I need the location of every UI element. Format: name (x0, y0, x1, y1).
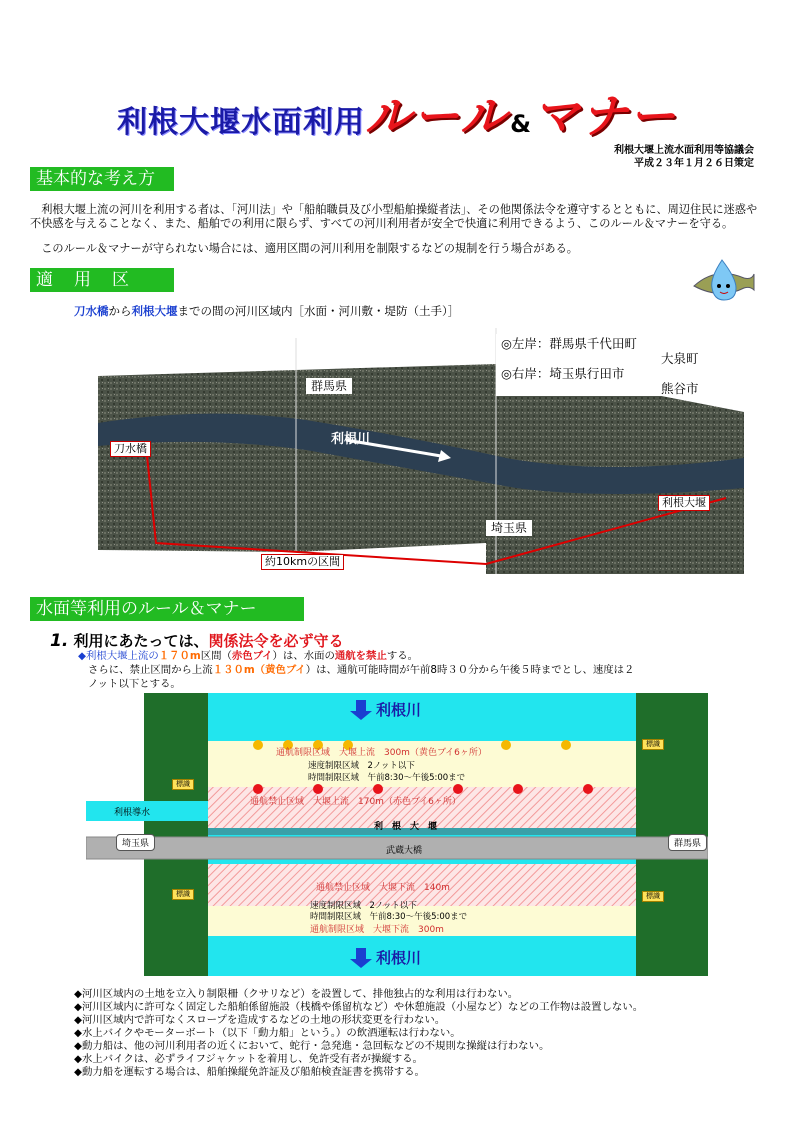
title-main: 利根大堰水面利用 (116, 105, 365, 140)
rules-bullet-list (74, 988, 643, 1079)
section-heading-basic: 基本的な考え方 (30, 167, 174, 191)
diagram-canal: 利根導水 (114, 808, 151, 818)
line1-d: 赤色ブイ (231, 650, 273, 662)
range-end: 利根大堰 (131, 304, 178, 318)
diagram-river-top: 利根川 (376, 701, 422, 719)
aerial-map (86, 328, 744, 574)
down-zone: 通航制限区域 大堰下流 300m (310, 925, 444, 935)
list-item: ◆河川区域内に許可なく固定した船舶係留施設（桟橋や係留杭など）や休憩施設（小屋など）などの工作物は設置しない。 (74, 1001, 644, 1013)
line1-g: する。 (386, 650, 419, 662)
organization-name: 利根大堰上流水面利用等協議会 (614, 145, 754, 156)
up-speed: 速度制限区域 2ノット以下 (308, 761, 415, 771)
sign-tag-2: 標識 (642, 739, 664, 750)
basic-paragraph-2: このルール＆マナーが守られない場合には、適用区間の河川利用を制限するなどの規制を行う場合がある。 (30, 242, 578, 255)
list-item: ◆動力船を運転する場合は、船舶操縦免許証及び船舶検査証書を携帯する。 (74, 1066, 425, 1078)
diagram-saitama: 埼玉県 (116, 834, 155, 851)
weir-zone-diagram (86, 693, 708, 976)
list-item: ◆水上バイクは、必ずライフジャケットを着用し、免許受有者が操縦する。 (74, 1053, 423, 1065)
up-time: 時間制限区域 午前8:30～午後5:00まで (308, 773, 466, 783)
section-heading-rules: 水面等利用のルール＆マナー (30, 597, 304, 621)
list-item: ◆河川区域内の土地を立入り制限柵（クサリなど）を設置して、排他独占的な利用は行わない。 (74, 988, 519, 1000)
up-zone-limit: 通航制限区域 大堰上流 300m（黄色ブイ6ヶ所） (276, 748, 487, 758)
bank-legend (496, 334, 746, 396)
map-distance: 約10kmの区間 (261, 554, 344, 570)
right-bank-2: 熊谷市 (661, 381, 699, 396)
diagram-bridge: 武蔵大橋 (386, 846, 423, 856)
sign-tag-3: 標識 (172, 889, 194, 900)
title-rule: ルール (364, 89, 509, 143)
rule1-line1 (78, 650, 418, 663)
section-heading-range: 適 用 区 間 (30, 268, 174, 292)
rule1-line2 (88, 664, 634, 677)
rule1-number: 1. (50, 631, 69, 651)
line1-f: 通航を禁止 (334, 650, 387, 662)
title-amp: & (510, 110, 532, 138)
map-bridge: 刀水橋 (110, 441, 151, 457)
map-river: 利根川 (331, 432, 371, 447)
rule1-title (50, 630, 344, 651)
title-manner: マナー (533, 89, 678, 143)
line2-b: １３０m（黄色ブイ (212, 664, 306, 676)
up-ban: 通航禁止区域 大堰上流 170m（赤色ブイ6ヶ所） (250, 797, 461, 807)
right-bank: ◎右岸：埼玉県行田市 (501, 366, 625, 381)
map-weir: 利根大堰 (658, 495, 710, 511)
map-gunma: 群馬県 (306, 378, 352, 394)
line1-b: １７０m (158, 650, 201, 662)
down-speed: 速度制限区域 2ノット以下 (310, 901, 417, 911)
sign-tag-4: 標識 (642, 891, 664, 902)
diagram-weir: 利 根 大 堰 (374, 822, 438, 832)
left-bank-2: 大泉町 (661, 351, 699, 366)
down-ban: 通航禁止区域 大堰下流 140m (316, 883, 450, 893)
line1-c: 区間（ (200, 650, 232, 662)
diagram-gunma: 群馬県 (668, 834, 707, 851)
sign-tag-1: 標識 (172, 779, 194, 790)
line1-e: ）は、水面の (272, 650, 335, 662)
rule1-title-b: 関係法令を必ず守る (208, 632, 344, 650)
mascot-fish-drop-icon (686, 256, 756, 304)
down-time: 時間制限区域 午前8:30～午後5:00まで (310, 912, 468, 922)
page-title (0, 80, 794, 146)
rule1-line3: ノット以下とする。 (88, 678, 181, 690)
range-description (74, 303, 459, 319)
range-from: から (108, 304, 132, 318)
list-item: ◆水上バイクやモーターボート（以下「動力船」という。）の飲酒運転は行わない。 (74, 1027, 461, 1039)
diagram-river-bottom: 利根川 (376, 949, 422, 967)
list-item: ◆河川区域内で許可なくスロープを造成するなどの土地の形状変更を行わない。 (74, 1014, 446, 1026)
rule1-title-a: 利用にあたっては、 (73, 632, 209, 650)
line1-a: ◆利根大堰上流の (78, 650, 159, 662)
line2-c: ）は、通航可能時間が午前8時３０分から午後５時までとし、速度は２ (305, 664, 635, 676)
line2-a: さらに、禁止区間から上流 (88, 664, 213, 676)
left-bank: ◎左岸：群馬県千代田町 (501, 336, 637, 351)
map-saitama: 埼玉県 (486, 520, 532, 536)
list-item: ◆動力船は、他の河川利用者の近くにおいて、蛇行・急発進・急回転などの不規則な操縦は行わない。 (74, 1040, 550, 1052)
organization-date: 平成２３年１月２６日策定 (634, 158, 754, 169)
range-rest: までの間の河川区域内［水面・河川敷・堤防（土手）］ (177, 304, 460, 318)
basic-paragraph-1: 利根大堰上流の河川を利用する者は、「河川法」や「船舶職員及び小型船舶操縦者法」、その他関係法令を遵守するとともに、周辺住民に迷惑や不快感を与えることなく、また、船舶での利用に限らず、すべての河川利用者が安全で快適に利用できるよう、このルール＆マナーを守る。 (30, 203, 758, 230)
range-start: 刀水橋 (74, 304, 109, 318)
